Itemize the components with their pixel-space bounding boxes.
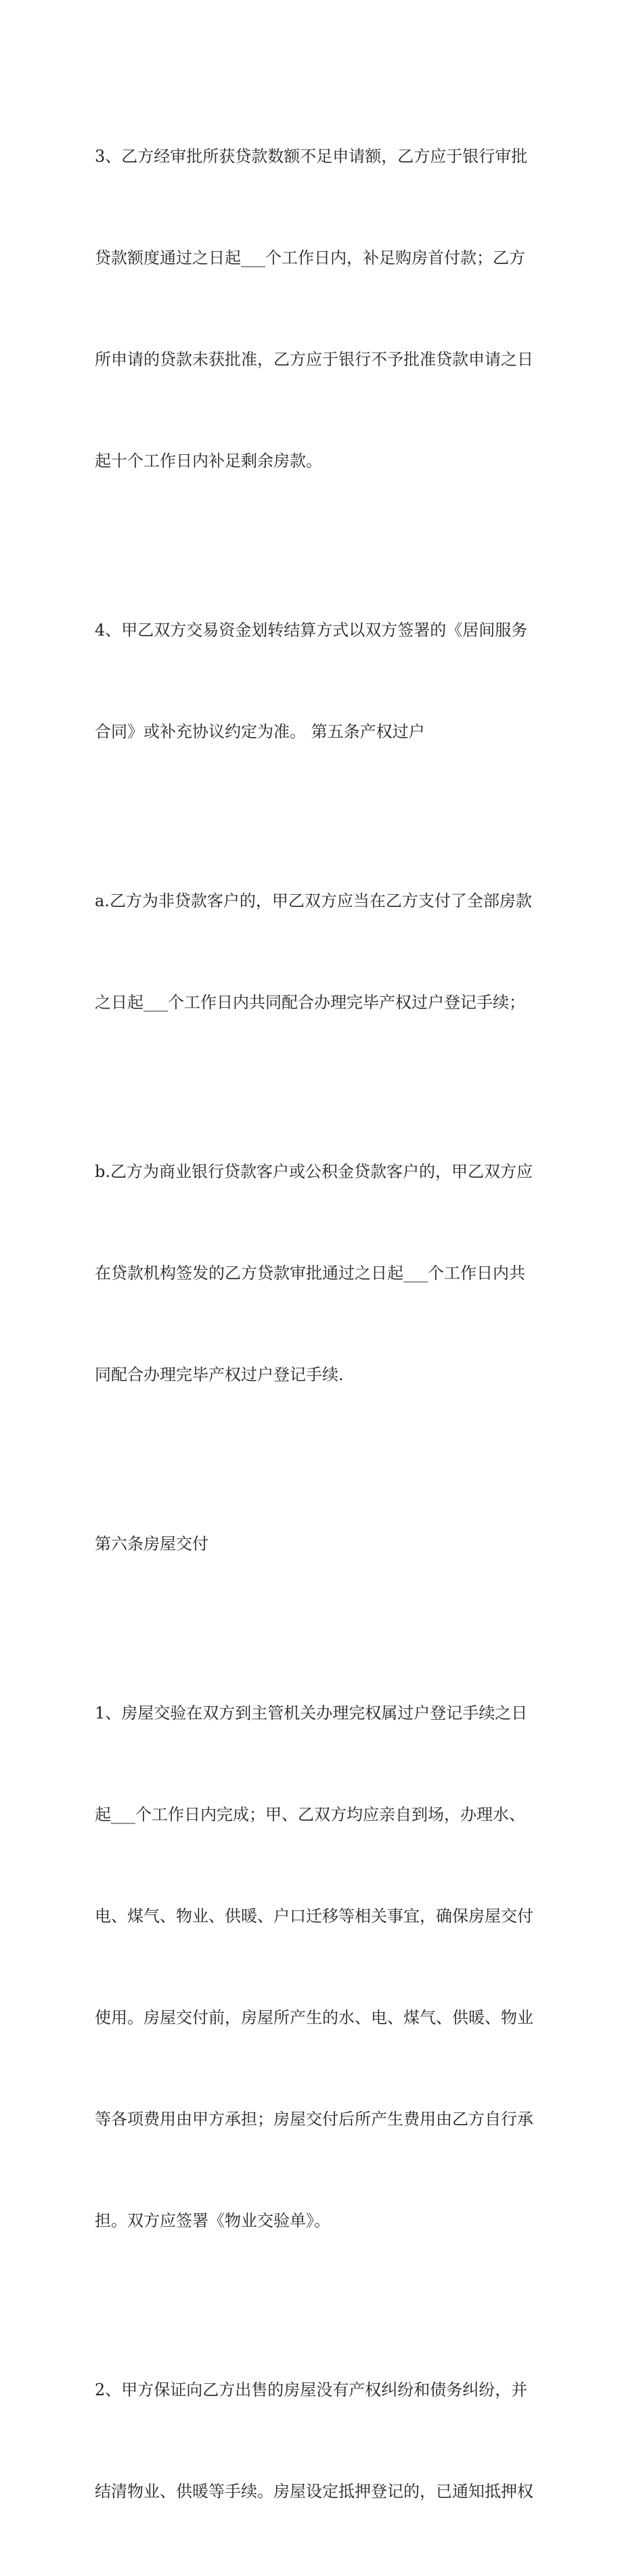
text-line: 起十个工作日内补足剩余房款。 — [95, 451, 322, 470]
text-line: 使用。房屋交付前，房屋所产生的水、电、煤气、供暖、物业 — [95, 2008, 533, 2027]
text-line: a.乙方为非贷款客户的，甲乙双方应当在乙方支付了全部房款 — [95, 891, 532, 910]
text-line: 电、煤气、物业、供暖、户口迁移等相关事宜，确保房屋交付 — [95, 1907, 533, 1926]
clause-b-paragraph — [95, 1087, 562, 1459]
text-line: 起___个工作日内完成；甲、乙双方均应亲自到场，办理水、 — [95, 1805, 525, 1824]
text-line: 同配合办理完毕产权过户登记手续. — [95, 1365, 344, 1384]
article-6-heading — [95, 1459, 562, 1628]
text-line: 4、甲乙双方交易资金划转结算方式以双方签署的《居间服务 — [95, 621, 528, 640]
text-line: 所申请的贷款未获批准，乙方应于银行不予批准贷款申请之日 — [95, 350, 533, 369]
article-6-clause-2-paragraph — [95, 2305, 562, 2576]
text-line: 等各项费用由甲方承担；房屋交付后所产生费用由乙方自行承 — [95, 2110, 533, 2129]
section-heading: 第六条房屋交付 — [95, 1534, 208, 1553]
text-line: 之日起___个工作日内共同配合办理完毕产权过户登记手续； — [95, 993, 525, 1012]
document-body — [95, 72, 562, 2576]
text-line: b.乙方为商业银行贷款客户或公积金贷款客户的，甲乙双方应 — [95, 1162, 533, 1181]
article-6-clause-1-paragraph — [95, 1628, 562, 2305]
clause-4-paragraph — [95, 546, 562, 816]
text-line: 在贷款机构签发的乙方贷款审批通过之日起___个工作日内共 — [95, 1264, 525, 1283]
text-line: 2、甲方保证向乙方出售的房屋没有产权纠纷和债务纠纷，并 — [95, 2380, 528, 2399]
text-line: 结清物业、供暖等手续。房屋设定抵押登记的，已通知抵押权 — [95, 2482, 533, 2501]
clause-3-paragraph — [95, 72, 562, 546]
clause-a-paragraph — [95, 816, 562, 1087]
text-line: 1、房屋交验在双方到主管机关办理完权属过户登记手续之日 — [95, 1704, 528, 1723]
text-line: 贷款额度通过之日起___个工作日内，补足购房首付款；乙方 — [95, 248, 525, 267]
text-line: 合同》或补充协议约定为准。 第五条产权过户 — [95, 722, 425, 741]
text-line: 3、乙方经审批所获贷款数额不足申请额，乙方应于银行审批 — [95, 147, 528, 166]
text-line: 担。双方应签署《物业交验单》。 — [95, 2211, 330, 2230]
